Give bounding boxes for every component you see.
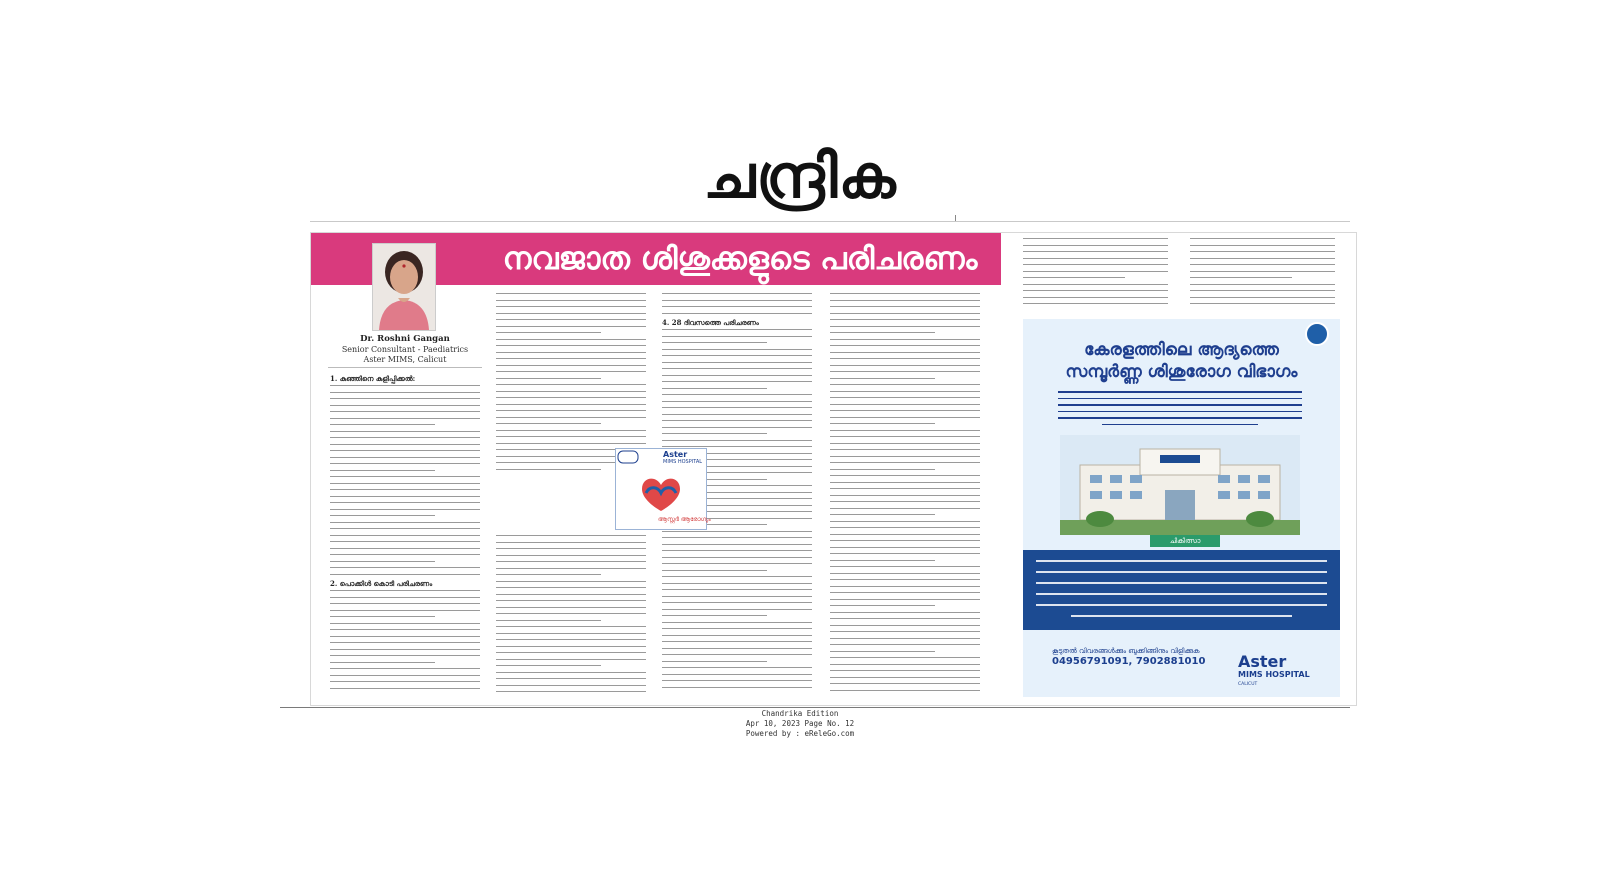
text-line bbox=[496, 423, 601, 424]
text-line bbox=[330, 662, 435, 663]
article-column-2-continued bbox=[496, 535, 646, 698]
text-line bbox=[496, 574, 601, 575]
text-line bbox=[830, 560, 935, 561]
text-line bbox=[496, 319, 646, 320]
text-line bbox=[496, 365, 646, 366]
text-line bbox=[830, 443, 980, 444]
text-line bbox=[496, 607, 646, 608]
ad-department-line bbox=[1036, 571, 1328, 573]
text-line bbox=[1023, 277, 1125, 278]
ad-intro-text bbox=[1050, 391, 1310, 430]
author-portrait-image bbox=[373, 244, 435, 330]
text-line bbox=[330, 688, 480, 689]
text-line bbox=[662, 628, 812, 629]
text-line bbox=[330, 496, 480, 497]
text-line bbox=[496, 352, 646, 353]
text-line bbox=[330, 385, 480, 386]
text-line bbox=[830, 527, 980, 528]
text-line bbox=[496, 371, 646, 372]
text-line bbox=[830, 313, 980, 314]
text-line bbox=[330, 561, 435, 562]
text-line bbox=[330, 629, 480, 630]
text-line bbox=[330, 603, 480, 604]
ad-title-line-1: കേരളത്തിലെ ആദ്യത്തെ bbox=[1084, 340, 1279, 360]
column-subhead: 2. പൊക്കിൾ കൊടി പരിചരണം bbox=[330, 579, 433, 588]
text-line bbox=[496, 639, 646, 640]
ad-brand-city: CALICUT bbox=[1238, 682, 1258, 687]
text-line bbox=[830, 540, 980, 541]
text-line bbox=[830, 404, 980, 405]
text-line bbox=[662, 602, 812, 603]
text-line bbox=[330, 675, 480, 676]
text-line bbox=[330, 450, 480, 451]
ad-brand-subtitle: MIMS HOSPITAL bbox=[1238, 670, 1310, 679]
ad-department-line bbox=[1036, 582, 1328, 584]
text-line bbox=[330, 590, 480, 591]
text-line bbox=[662, 375, 812, 376]
text-line bbox=[330, 463, 480, 464]
text-line bbox=[662, 329, 812, 330]
sponsor-logo-subtitle: MIMS HOSPITAL bbox=[663, 459, 703, 465]
text-line bbox=[330, 610, 480, 611]
text-line bbox=[830, 651, 935, 652]
text-line bbox=[496, 561, 646, 562]
text-line bbox=[330, 567, 480, 568]
text-line bbox=[330, 642, 480, 643]
text-line bbox=[496, 555, 646, 556]
text-line bbox=[830, 332, 935, 333]
text-line bbox=[330, 548, 480, 549]
text-line bbox=[830, 300, 980, 301]
text-line bbox=[662, 446, 812, 447]
text-line bbox=[496, 443, 646, 444]
text-line bbox=[830, 345, 980, 346]
text-line bbox=[496, 594, 646, 595]
article-column-1 bbox=[330, 374, 480, 694]
text-line bbox=[330, 457, 480, 458]
text-line bbox=[496, 417, 646, 418]
ad-departments-list bbox=[1023, 550, 1340, 630]
hospital-building-image bbox=[1060, 435, 1300, 535]
footer-edition: Chandrika Edition bbox=[761, 709, 839, 718]
text-line bbox=[830, 391, 980, 392]
text-line bbox=[330, 681, 480, 682]
text-line bbox=[1190, 251, 1335, 252]
text-line bbox=[496, 691, 646, 692]
ad-intro-line bbox=[1058, 398, 1302, 400]
text-line bbox=[662, 635, 812, 636]
divider-tick bbox=[955, 215, 956, 221]
ad-intro-line bbox=[1058, 391, 1302, 393]
ad-intro-line bbox=[1058, 404, 1302, 406]
text-line bbox=[1023, 251, 1168, 252]
text-line bbox=[1023, 264, 1168, 265]
text-line bbox=[830, 644, 980, 645]
text-line bbox=[496, 404, 646, 405]
text-line bbox=[1190, 303, 1335, 304]
text-line bbox=[496, 672, 646, 673]
text-line bbox=[662, 349, 812, 350]
text-line bbox=[330, 668, 480, 669]
text-line bbox=[830, 456, 980, 457]
text-line bbox=[662, 583, 812, 584]
text-line bbox=[496, 646, 646, 647]
bottom-divider bbox=[280, 707, 1350, 708]
text-line bbox=[662, 306, 812, 307]
column-subhead: 4. 28 ദിവസത്തെ പരിചരണം bbox=[662, 318, 759, 327]
text-line bbox=[830, 482, 980, 483]
text-line bbox=[830, 495, 980, 496]
text-line bbox=[830, 430, 980, 431]
text-line bbox=[830, 677, 980, 678]
text-line bbox=[496, 293, 646, 294]
text-line bbox=[662, 537, 812, 538]
text-line bbox=[496, 659, 646, 660]
text-line bbox=[1190, 264, 1335, 265]
text-line bbox=[830, 592, 980, 593]
text-line bbox=[830, 358, 980, 359]
text-line bbox=[330, 424, 435, 425]
text-line bbox=[662, 674, 812, 675]
text-line bbox=[662, 342, 767, 343]
ad-brand-logo: Aster bbox=[1238, 652, 1287, 671]
text-line bbox=[496, 581, 646, 582]
author-photo bbox=[372, 243, 436, 331]
text-line bbox=[330, 541, 480, 542]
text-line bbox=[330, 554, 480, 555]
text-line bbox=[1023, 245, 1168, 246]
text-line bbox=[330, 398, 480, 399]
text-line bbox=[1023, 303, 1168, 304]
text-line bbox=[830, 534, 980, 535]
text-line bbox=[830, 326, 980, 327]
text-line bbox=[662, 563, 812, 564]
text-line bbox=[330, 649, 480, 650]
text-line bbox=[830, 553, 980, 554]
text-line bbox=[496, 469, 601, 470]
ad-intro-line bbox=[1058, 411, 1302, 413]
text-line bbox=[330, 437, 480, 438]
text-line bbox=[830, 508, 980, 509]
text-line bbox=[830, 690, 980, 691]
text-line bbox=[830, 417, 980, 418]
text-line bbox=[662, 609, 812, 610]
text-line bbox=[830, 488, 980, 489]
text-line bbox=[830, 670, 980, 671]
text-line bbox=[1023, 290, 1168, 291]
ad-intro-line bbox=[1058, 417, 1302, 419]
text-line bbox=[830, 605, 935, 606]
text-line bbox=[330, 483, 480, 484]
text-line bbox=[330, 515, 435, 516]
text-line bbox=[662, 381, 812, 382]
text-line bbox=[496, 548, 646, 549]
column-subhead: 1. കുഞ്ഞിനെ കുളിപ്പിക്കൽ: bbox=[330, 374, 416, 383]
text-line bbox=[662, 388, 767, 389]
text-line bbox=[830, 638, 980, 639]
text-line bbox=[330, 502, 480, 503]
ad-department-line bbox=[1071, 615, 1293, 617]
text-line bbox=[1190, 284, 1335, 285]
text-line bbox=[1190, 271, 1335, 272]
text-line bbox=[496, 685, 646, 686]
text-line bbox=[662, 615, 767, 616]
text-line bbox=[662, 394, 812, 395]
text-line bbox=[662, 641, 812, 642]
text-line bbox=[496, 345, 646, 346]
text-line bbox=[830, 475, 980, 476]
text-line bbox=[830, 521, 980, 522]
text-line bbox=[496, 626, 646, 627]
ad-contact-label: കൂടുതൽ വിവരങ്ങൾക്കും ബുക്കിങ്ങിനും വിളിക്കുക bbox=[1052, 647, 1200, 655]
text-line bbox=[830, 378, 935, 379]
text-line bbox=[496, 300, 646, 301]
text-line bbox=[496, 633, 646, 634]
text-line bbox=[662, 407, 812, 408]
text-line bbox=[496, 410, 646, 411]
text-line bbox=[830, 436, 980, 437]
text-line bbox=[830, 352, 980, 353]
text-line bbox=[496, 384, 646, 385]
text-line bbox=[330, 528, 480, 529]
ad-departments-label: ചികിത്സാ bbox=[1150, 535, 1220, 547]
text-line bbox=[662, 433, 767, 434]
text-line bbox=[662, 557, 812, 558]
text-line bbox=[662, 680, 812, 681]
text-line bbox=[1023, 271, 1168, 272]
text-line bbox=[662, 300, 812, 301]
text-line bbox=[662, 687, 812, 688]
text-line bbox=[662, 368, 812, 369]
text-line bbox=[662, 589, 812, 590]
text-line bbox=[496, 358, 646, 359]
text-line bbox=[830, 365, 980, 366]
text-line bbox=[330, 476, 480, 477]
text-line bbox=[1190, 238, 1335, 239]
text-line bbox=[662, 414, 812, 415]
text-line bbox=[330, 405, 480, 406]
text-line bbox=[830, 579, 980, 580]
ad-phone-numbers: 04956791091, 7902881010 bbox=[1052, 656, 1206, 667]
text-line bbox=[830, 423, 935, 424]
top-divider bbox=[310, 221, 1350, 222]
sponsor-logo-tag: ആസ്റ്റർ ആരോഗ്യം bbox=[658, 516, 711, 523]
text-line bbox=[830, 501, 980, 502]
text-line bbox=[496, 652, 646, 653]
text-line bbox=[1023, 284, 1168, 285]
text-line bbox=[830, 657, 980, 658]
text-line bbox=[496, 678, 646, 679]
text-line bbox=[830, 664, 980, 665]
text-line bbox=[830, 514, 935, 515]
text-line bbox=[330, 636, 480, 637]
text-line bbox=[662, 427, 812, 428]
text-line bbox=[496, 306, 646, 307]
text-line bbox=[830, 319, 980, 320]
text-line bbox=[330, 522, 480, 523]
text-line bbox=[496, 535, 646, 536]
footer-powered-by: Powered by : eReleGo.com bbox=[745, 729, 855, 738]
text-line bbox=[662, 362, 812, 363]
text-line bbox=[830, 293, 980, 294]
text-line bbox=[496, 339, 646, 340]
text-line bbox=[1190, 297, 1335, 298]
text-line bbox=[662, 355, 812, 356]
text-line bbox=[662, 440, 812, 441]
text-line bbox=[830, 410, 980, 411]
article-column-6 bbox=[1190, 238, 1335, 310]
text-line bbox=[830, 371, 980, 372]
text-line bbox=[1023, 238, 1168, 239]
text-line bbox=[330, 444, 480, 445]
text-line bbox=[830, 469, 935, 470]
ad-department-line bbox=[1036, 593, 1328, 595]
text-line bbox=[496, 542, 646, 543]
text-line bbox=[330, 655, 480, 656]
ad-department-line bbox=[1036, 560, 1328, 562]
text-line bbox=[662, 667, 812, 668]
text-line bbox=[662, 596, 812, 597]
text-line bbox=[830, 462, 980, 463]
text-line bbox=[662, 661, 767, 662]
text-line bbox=[830, 631, 980, 632]
author-role: Senior Consultant - Paediatrics bbox=[341, 345, 469, 354]
text-line bbox=[496, 391, 646, 392]
text-line bbox=[662, 313, 812, 314]
text-line bbox=[830, 618, 980, 619]
text-line bbox=[496, 587, 646, 588]
text-line bbox=[496, 436, 646, 437]
text-line bbox=[830, 547, 980, 548]
text-line bbox=[1023, 258, 1168, 259]
text-line bbox=[330, 535, 480, 536]
text-line bbox=[496, 600, 646, 601]
text-line bbox=[330, 616, 435, 617]
text-line bbox=[830, 449, 980, 450]
newspaper-masthead: ചന്ദ്രിക bbox=[703, 142, 897, 212]
text-line bbox=[330, 411, 480, 412]
text-line bbox=[496, 613, 646, 614]
text-line bbox=[1190, 258, 1335, 259]
article-column-5 bbox=[1023, 238, 1168, 310]
text-line bbox=[330, 431, 480, 432]
text-line bbox=[830, 586, 980, 587]
text-line bbox=[330, 392, 480, 393]
author-affiliation: Aster MIMS, Calicut bbox=[363, 355, 447, 364]
text-line bbox=[830, 306, 980, 307]
text-line bbox=[662, 576, 812, 577]
article-headline: നവജാത ശിശുക്കളുടെ പരിചരണം bbox=[502, 241, 978, 277]
text-line bbox=[1190, 290, 1335, 291]
text-line bbox=[662, 544, 812, 545]
author-divider bbox=[328, 367, 482, 368]
text-line bbox=[496, 397, 646, 398]
text-line bbox=[496, 378, 601, 379]
ad-department-line bbox=[1036, 604, 1328, 606]
article-column-4 bbox=[830, 293, 980, 696]
text-line bbox=[330, 574, 480, 575]
text-line bbox=[496, 620, 601, 621]
text-line bbox=[496, 430, 646, 431]
text-line bbox=[1190, 277, 1292, 278]
text-line bbox=[330, 597, 480, 598]
ad-intro-line bbox=[1102, 424, 1258, 426]
text-line bbox=[496, 326, 646, 327]
text-line bbox=[830, 612, 980, 613]
text-line bbox=[330, 470, 435, 471]
sponsor-logo-title: Aster bbox=[663, 450, 688, 459]
text-line bbox=[662, 648, 812, 649]
text-line bbox=[662, 293, 812, 294]
text-line bbox=[1023, 297, 1168, 298]
text-line bbox=[330, 509, 480, 510]
author-name: Dr. Roshni Gangan bbox=[360, 334, 450, 344]
text-line bbox=[662, 401, 812, 402]
ad-title-line-2: സമ്പൂർണ്ണ ശിശുരോഗ വിഭാഗം bbox=[1065, 362, 1298, 382]
text-line bbox=[496, 313, 646, 314]
text-line bbox=[830, 384, 980, 385]
text-line bbox=[830, 566, 980, 567]
text-line bbox=[662, 654, 812, 655]
text-line bbox=[496, 665, 601, 666]
footer-date-page: Apr 10, 2023 Page No. 12 bbox=[745, 719, 855, 728]
text-line bbox=[662, 420, 812, 421]
text-line bbox=[662, 570, 767, 571]
text-line bbox=[662, 336, 812, 337]
text-line bbox=[830, 683, 980, 684]
text-line bbox=[830, 339, 980, 340]
text-line bbox=[830, 397, 980, 398]
text-line bbox=[330, 489, 480, 490]
text-line bbox=[830, 625, 980, 626]
text-line bbox=[1190, 245, 1335, 246]
text-line bbox=[330, 623, 480, 624]
text-line bbox=[330, 418, 480, 419]
text-line bbox=[830, 599, 980, 600]
text-line bbox=[662, 550, 812, 551]
text-line bbox=[496, 568, 646, 569]
text-line bbox=[662, 622, 812, 623]
text-line bbox=[496, 332, 601, 333]
text-line bbox=[830, 573, 980, 574]
